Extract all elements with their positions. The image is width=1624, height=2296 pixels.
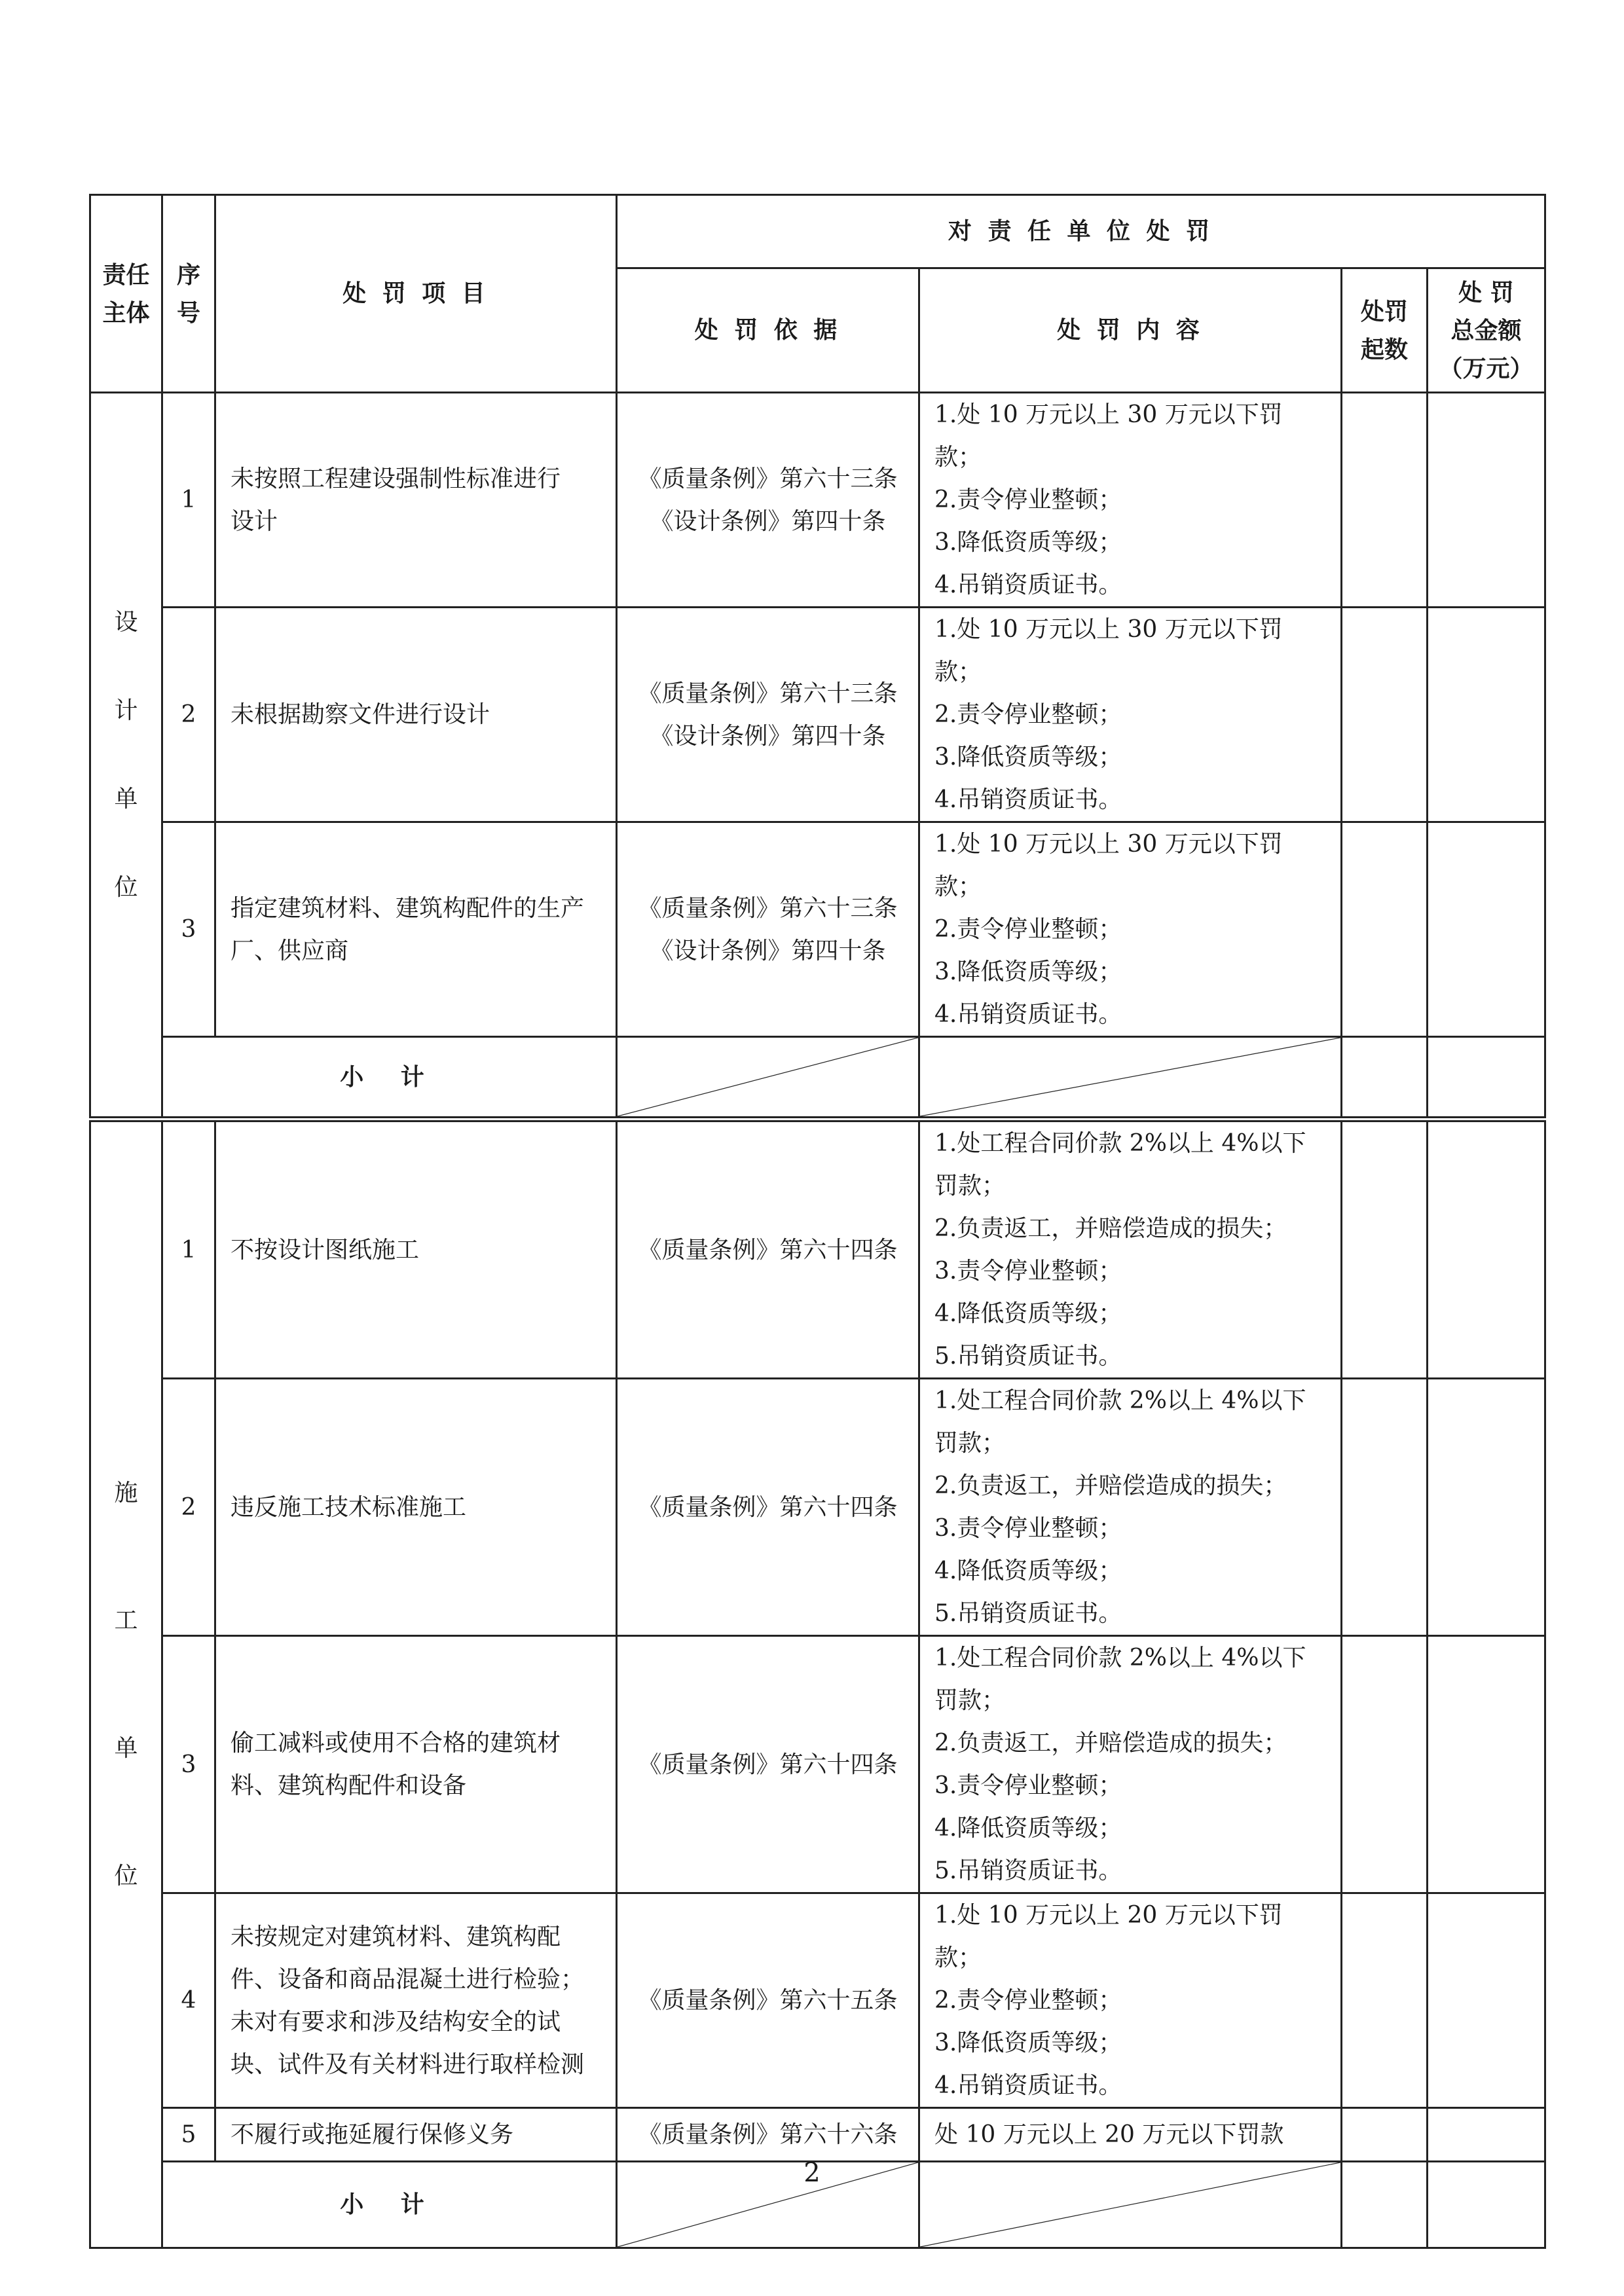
content-line: 1.处工程合同价款 2%以上 4%以下罚款； xyxy=(934,1387,1306,1457)
basis-line: 《设计条例》第四十条 xyxy=(650,937,886,964)
subtotal-total-cell xyxy=(1428,1037,1545,1120)
subtotal-row xyxy=(90,1037,1545,1120)
content-line: 2.负责返工，并赔偿造成的损失； xyxy=(934,1730,1287,1757)
row-content xyxy=(919,1120,1342,1379)
row-item xyxy=(215,608,617,822)
row-content xyxy=(919,1893,1342,2108)
content-line: 3.降低资质等级； xyxy=(934,958,1122,985)
content-line: 4.吊销资质证书。 xyxy=(934,2072,1122,2099)
item-line: 指定建筑材料、建筑构配件的生产 xyxy=(231,894,585,922)
basis-line: 《质量条例》第六十六条 xyxy=(638,2121,898,2148)
basis-line: 《设计条例》第四十条 xyxy=(650,507,886,535)
item-line: 未按照工程建设强制性标准进行 xyxy=(231,465,561,492)
content-line: 2.责令停业整顿； xyxy=(934,916,1122,943)
content-line: 处 10 万元以上 20 万元以下罚款 xyxy=(934,2121,1284,2148)
subtotal-label: 小 计 xyxy=(162,2162,617,2248)
content-line: 1.处工程合同价款 2%以上 4%以下罚款； xyxy=(934,1130,1306,1199)
header-total-line: 总金额 xyxy=(1450,316,1522,344)
subtotal-label: 小 计 xyxy=(162,1037,617,1120)
item-line: 料、建筑构配件和设备 xyxy=(231,1772,467,1799)
item-line: 未按规定对建筑材料、建筑构配 xyxy=(231,1923,561,1950)
header-total-line: 处 罚 xyxy=(1458,278,1514,306)
table-row xyxy=(90,1120,1545,1379)
content-line: 2.负责返工，并赔偿造成的损失； xyxy=(934,1472,1287,1499)
table-row xyxy=(90,1893,1545,2108)
basis-line: 《质量条例》第六十四条 xyxy=(638,1236,898,1264)
row-seq: 1 xyxy=(162,393,215,608)
header-content: 处 罚 内 容 xyxy=(919,268,1342,393)
header-subject xyxy=(90,195,162,393)
row-total-cell xyxy=(1428,608,1545,822)
content-line: 4.吊销资质证书。 xyxy=(934,1001,1122,1028)
row-seq: 2 xyxy=(162,1379,215,1636)
row-basis xyxy=(617,1636,919,1893)
header-basis: 处 罚 依 据 xyxy=(617,268,919,393)
header-group: 对 责 任 单 位 处 罚 xyxy=(617,195,1545,268)
row-item xyxy=(215,822,617,1037)
row-content xyxy=(919,1636,1342,1893)
diagonal-line xyxy=(920,1038,1340,1116)
subject-char: 工 xyxy=(114,1607,138,1634)
row-item xyxy=(215,393,617,608)
subject-char: 施 xyxy=(114,1480,138,1506)
row-basis xyxy=(617,2108,919,2162)
item-line: 违反施工技术标准施工 xyxy=(231,1493,467,1521)
diagonal-line xyxy=(618,1038,918,1116)
content-line: 2.负责返工，并赔偿造成的损失； xyxy=(934,1215,1287,1242)
row-basis xyxy=(617,1120,919,1379)
header-item: 处 罚 项 目 xyxy=(215,195,617,393)
row-basis xyxy=(617,608,919,822)
table-row xyxy=(90,2108,1545,2162)
row-count-cell xyxy=(1342,2108,1428,2162)
content-line: 1.处 10 万元以上 30 万元以下罚款； xyxy=(934,616,1283,685)
row-count-cell xyxy=(1342,1893,1428,2108)
header-subject-line: 主体 xyxy=(102,299,150,327)
basis-line: 《质量条例》第六十三条 xyxy=(638,465,898,492)
row-seq: 3 xyxy=(162,822,215,1037)
row-item xyxy=(215,1120,617,1379)
row-count-cell xyxy=(1342,1379,1428,1636)
row-item xyxy=(215,2108,617,2162)
content-line: 5.吊销资质证书。 xyxy=(934,1600,1122,1627)
row-total-cell xyxy=(1428,1893,1545,2108)
row-content xyxy=(919,393,1342,608)
header-subject-line: 责任 xyxy=(102,261,150,289)
content-line: 1.处 10 万元以上 30 万元以下罚款； xyxy=(934,831,1283,900)
subject-char: 单 xyxy=(114,1735,138,1762)
row-seq: 5 xyxy=(162,2108,215,2162)
item-line: 厂、供应商 xyxy=(231,937,349,964)
table-row xyxy=(90,393,1545,608)
header-total-line: （万元） xyxy=(1439,354,1534,382)
subject-char: 位 xyxy=(114,1863,138,1889)
row-basis xyxy=(617,1893,919,2108)
content-line: 3.责令停业整顿； xyxy=(934,1772,1122,1799)
section-subject xyxy=(90,1120,162,2248)
header-count xyxy=(1342,268,1428,393)
table-row xyxy=(90,1636,1545,1893)
row-total-cell xyxy=(1428,1636,1545,1893)
row-basis xyxy=(617,393,919,608)
basis-line: 《设计条例》第四十条 xyxy=(650,722,886,750)
subtotal-content-diagonal xyxy=(919,1037,1342,1120)
row-basis xyxy=(617,822,919,1037)
content-line: 5.吊销资质证书。 xyxy=(934,1343,1122,1370)
row-item xyxy=(215,1893,617,2108)
penalty-table xyxy=(89,194,1546,2249)
table-row xyxy=(90,822,1545,1037)
row-total-cell xyxy=(1428,2108,1545,2162)
subject-char: 位 xyxy=(114,874,138,901)
subject-char: 单 xyxy=(114,786,138,812)
row-content xyxy=(919,2108,1342,2162)
item-line: 未对有要求和涉及结构安全的试 xyxy=(231,2008,561,2035)
content-line: 2.责令停业整顿； xyxy=(934,1987,1122,2014)
row-total-cell xyxy=(1428,1379,1545,1636)
row-total-cell xyxy=(1428,1120,1545,1379)
item-line: 偷工减料或使用不合格的建筑材 xyxy=(231,1730,561,1757)
item-line: 设计 xyxy=(231,507,278,535)
row-total-cell xyxy=(1428,822,1545,1037)
content-line: 2.责令停业整顿； xyxy=(934,486,1122,513)
basis-line: 《质量条例》第六十四条 xyxy=(638,1493,898,1521)
item-line: 不履行或拖延履行保修义务 xyxy=(231,2121,514,2148)
header-count-line: 处罚 xyxy=(1360,297,1408,325)
item-line: 未根据勘察文件进行设计 xyxy=(231,701,490,728)
content-line: 1.处工程合同价款 2%以上 4%以下罚款； xyxy=(934,1645,1306,1714)
row-item xyxy=(215,1379,617,1636)
content-line: 3.降低资质等级； xyxy=(934,529,1122,556)
row-content xyxy=(919,608,1342,822)
header-seq-line: 号 xyxy=(176,299,200,327)
subtotal-count-cell xyxy=(1342,1037,1428,1120)
row-total-cell xyxy=(1428,393,1545,608)
header-seq-line: 序 xyxy=(176,261,200,289)
content-line: 4.降低资质等级； xyxy=(934,1558,1122,1584)
header-row-1 xyxy=(90,195,1545,268)
content-line: 4.吊销资质证书。 xyxy=(934,572,1122,598)
row-content xyxy=(919,1379,1342,1636)
row-seq: 2 xyxy=(162,608,215,822)
row-seq: 3 xyxy=(162,1636,215,1893)
content-line: 3.责令停业整顿； xyxy=(934,1515,1122,1542)
row-count-cell xyxy=(1342,608,1428,822)
section-subject xyxy=(90,393,162,1120)
header-count-line: 起数 xyxy=(1360,335,1408,363)
content-line: 5.吊销资质证书。 xyxy=(934,1857,1122,1884)
basis-line: 《质量条例》第六十三条 xyxy=(638,894,898,922)
content-line: 1.处 10 万元以上 30 万元以下罚款； xyxy=(934,401,1283,471)
subtotal-basis-diagonal xyxy=(617,1037,919,1120)
content-line: 3.降低资质等级； xyxy=(934,744,1122,771)
item-line: 不按设计图纸施工 xyxy=(231,1236,420,1264)
row-basis xyxy=(617,1379,919,1636)
row-content xyxy=(919,822,1342,1037)
content-line: 2.责令停业整顿； xyxy=(934,701,1122,728)
header-seq xyxy=(162,195,215,393)
row-count-cell xyxy=(1342,1120,1428,1379)
item-line: 件、设备和商品混凝土进行检验； xyxy=(231,1965,585,1993)
row-seq: 4 xyxy=(162,1893,215,2108)
basis-line: 《质量条例》第六十三条 xyxy=(638,680,898,707)
subject-char: 设 xyxy=(114,609,138,636)
row-count-cell xyxy=(1342,822,1428,1037)
content-line: 4.吊销资质证书。 xyxy=(934,786,1122,813)
row-seq: 1 xyxy=(162,1120,215,1379)
subject-char: 计 xyxy=(114,697,138,724)
page-number: 2 xyxy=(803,2158,821,2188)
basis-line: 《质量条例》第六十五条 xyxy=(638,1987,898,2014)
row-count-cell xyxy=(1342,1636,1428,1893)
table-row xyxy=(90,1379,1545,1636)
content-line: 4.降低资质等级； xyxy=(934,1815,1122,1842)
table-row xyxy=(90,608,1545,822)
content-line: 3.责令停业整顿； xyxy=(934,1258,1122,1285)
content-line: 1.处 10 万元以上 20 万元以下罚款； xyxy=(934,1902,1283,1971)
basis-line: 《质量条例》第六十四条 xyxy=(638,1751,898,1778)
row-item xyxy=(215,1636,617,1893)
header-total xyxy=(1428,268,1545,393)
row-count-cell xyxy=(1342,393,1428,608)
content-line: 3.降低资质等级； xyxy=(934,2030,1122,2056)
content-line: 4.降低资质等级； xyxy=(934,1300,1122,1327)
item-line: 块、试件及有关材料进行取样检测 xyxy=(231,2050,585,2078)
